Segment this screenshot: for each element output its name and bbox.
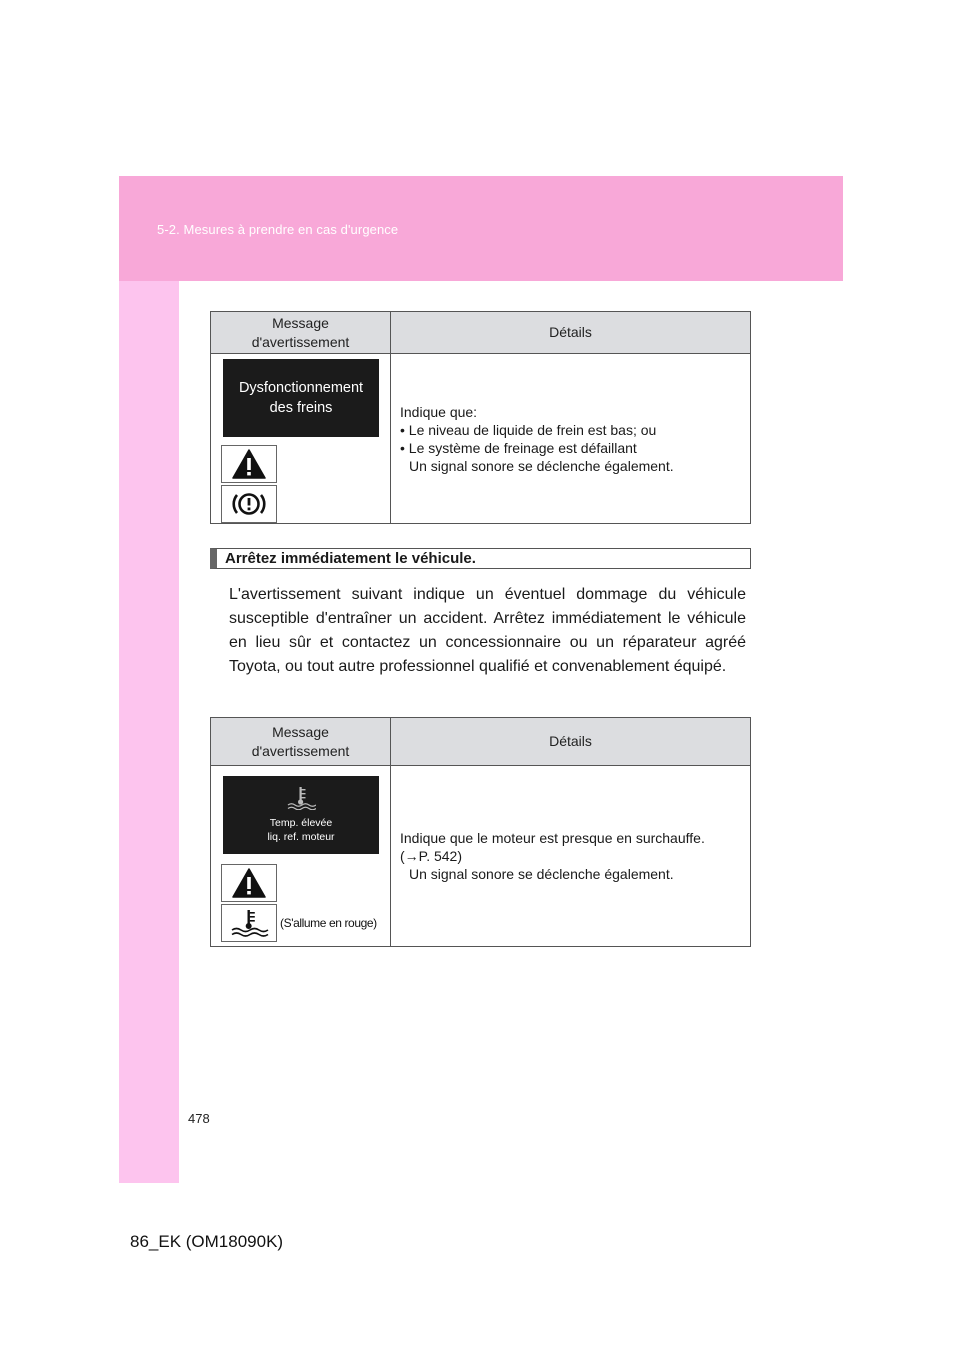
page-reference: (→P. 542) [400,848,462,864]
icon-color-note: (S'allume en rouge) [280,916,377,930]
details-line: Indique que le moteur est presque en surchauffe. [400,830,705,846]
column-header-details: Détails [391,312,751,354]
screen-text: Dysfonctionnement des freins [238,380,364,416]
warning-triangle-icon [221,445,277,483]
details-cell [391,354,751,524]
details-cell [391,766,751,947]
page-number: 478 [188,1111,210,1126]
warning-triangle-icon [221,864,277,902]
column-header-details: Détails [391,718,751,766]
details-note: Un signal sonore se déclenche également. [409,866,674,882]
column-header-message: Message d'avertissement [211,312,391,354]
details-text [391,829,750,883]
message-cell [211,766,391,947]
display-screen [223,776,379,854]
coolant-temperature-icon [286,786,316,810]
side-band [119,281,179,1183]
message-cell [211,354,391,524]
section-title: 5-2. Mesures à prendre en cas d'urgence [157,222,399,237]
details-bullet: • Le système de freinage est défaillant [400,439,637,456]
brake-warning-icon [221,485,277,523]
details-note: Un signal sonore se déclenche également. [409,457,674,474]
screen-text: Temp. élevée liq. ref. moteur [267,817,335,843]
column-header-message: Message d'avertissement [211,718,391,766]
warning-table-brake [210,311,751,524]
details-intro: Indique que: [400,403,478,420]
subheading: Arrêtez immédiatement le véhicule. [210,548,751,569]
footer-code: 86_EK (OM18090K) [130,1232,284,1251]
coolant-temperature-icon [221,904,277,942]
body-paragraph: L'avertissement suivant indique un éventuel dommage du véhicule susceptible d'entraîner un accident. Arrêtez immédiatement le véhicule en lieu sûr et contactez un concessionnaire ou un réparateur agréé Toyota, ou tout autre professionnel qualifié et convenablement équipé. [229,586,746,675]
warning-table-coolant [210,717,751,947]
details-text [391,403,750,475]
display-screen [223,359,379,437]
details-bullet: • Le niveau de liquide de frein est bas; ou [400,421,657,438]
